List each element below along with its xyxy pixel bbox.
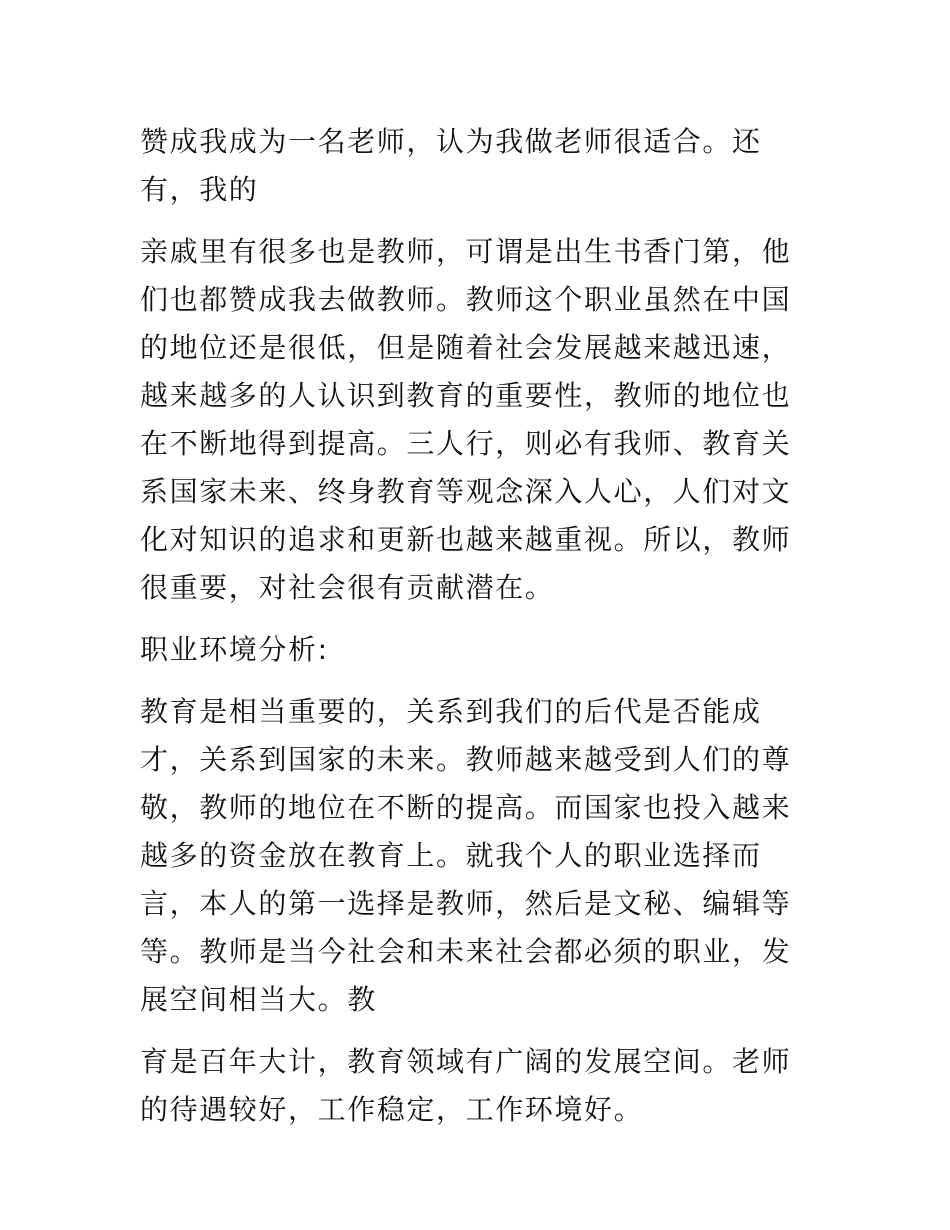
paragraph-4: 育是百年大计，教育领域有广阔的发展空间。老师的待遇较好，工作稳定，工作环境好。 bbox=[140, 1045, 792, 1126]
paragraph-3: 教育是相当重要的，关系到我们的后代是否能成才，关系到国家的未来。教师越来越受到人们的尊敬，教师的地位在不断的提高。而国家也投入越来越多的资金放在教育上。就我个人的职业选择而言，本人的第一选择是教师，然后是文秘、编辑等等。教师是当今社会和未来社会都必须的职业，发展空间相当大。教 bbox=[140, 695, 792, 1016]
document-body bbox=[140, 118, 808, 1148]
paragraph-2: 亲戚里有很多也是教师，可谓是出生书香门第，他们也都赞成我去做教师。教师这个职业虽然在中国的地位还是很低，但是随着社会发展越来越迅速，越来越多的人认识到教育的重要性，教师的地位也在不断地得到提高。三人行，则必有我师、教育关系国家未来、终身教育等观念深入人心，人们对文化对知识的追求和更新也越来越重视。所以，教师很重要，对社会很有贡献潜在。 bbox=[140, 235, 792, 604]
paragraph-1: 赞成我成为一名老师，认为我做老师很适合。还有，我的 bbox=[140, 125, 762, 206]
section-heading: 职业环境分析: bbox=[140, 633, 329, 666]
